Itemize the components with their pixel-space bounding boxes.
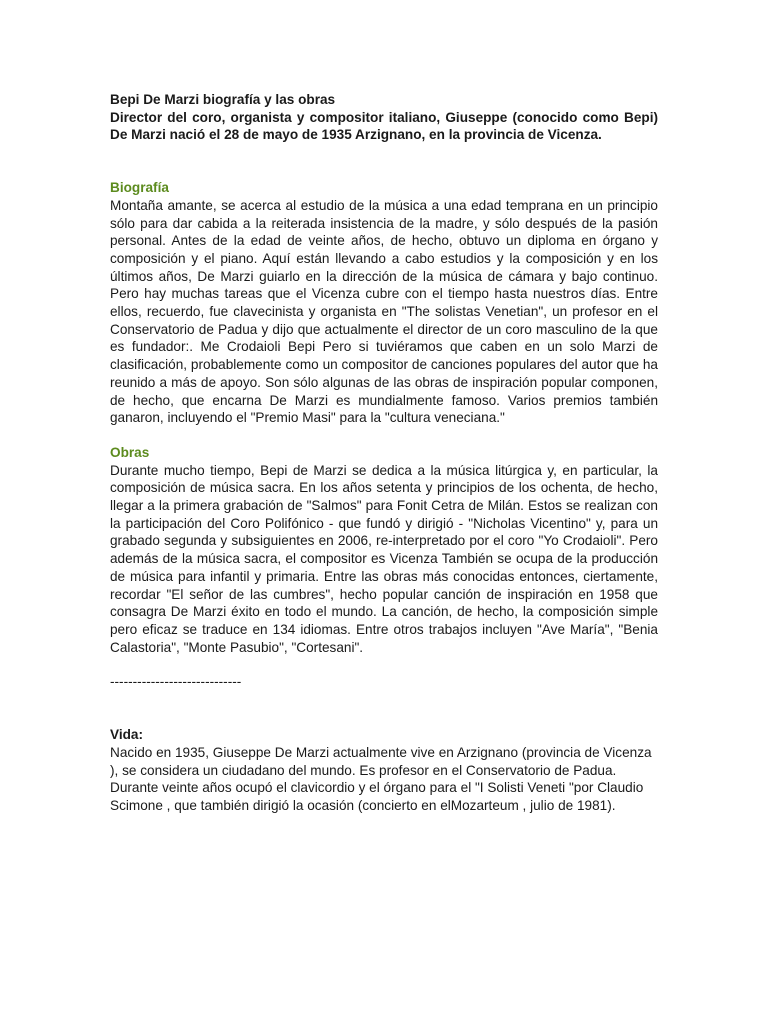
spacer: [110, 691, 658, 726]
vida-heading: Vida:: [110, 727, 143, 743]
vida-paragraph: Nacido en 1935, Giuseppe De Marzi actualmente vive en Arzignano (provincia de Vicenza ), se considera un ciudadano del mundo. Es profesor en el Conservatorio de Padua. Durante veinte años ocupó el clavicordio y el órgano para el "I Solisti Veneti "por Claudio Scimone , que también dirigió la ocasión (concierto en elMozarteum , julio de 1981).: [110, 744, 652, 813]
obras-heading: Obras: [110, 444, 150, 460]
separator-line: -----------------------------: [110, 674, 242, 690]
spacer: [110, 656, 658, 673]
biografia-heading: Biografía: [110, 180, 169, 196]
intro-paragraph: Director del coro, organista y compositor italiano, Giuseppe (conocido como Bepi) De Marzi nació el 28 de mayo de 1935 Arzignano, en la provincia de Vicenza.: [110, 109, 658, 143]
spacer: [110, 427, 658, 444]
document-title: Bepi De Marzi biografía y las obras: [110, 92, 336, 107]
document-body: [110, 91, 658, 815]
spacer: [110, 144, 658, 179]
obras-paragraph: Durante mucho tiempo, Bepi de Marzi se dedica a la música litúrgica y, en particular, la composición de música sacra. En los años setenta y principios de los ochenta, de hecho, llegar a la primera grabación de "Salmos" para Fonit Cetra de Milán. Estos se realizan con la participación del Coro Polifónico - que fundó y dirigió - "Nicholas Vicentino" y, para un grabado segunda y subsiguientes en 2006, re-interpretado por el coro "Yo Crodaioli". Pero además de la música sacra, el compositor es Vicenza También se ocupa de la producción de música para infantil y primaria. Entre las obras más conocidas entonces, ciertamente, recordar "El señor de las cumbres", hecho popular canción de inspiración en 1958 que consagra De Marzi éxito en todo el mundo. La canción, de hecho, la composición simple pero eficaz se traduce en 134 idiomas. Entre otros trabajos incluyen "Ave María", "Benia Calastoria", "Monte Pasubio", "Cortesani".: [110, 462, 658, 655]
biografia-paragraph: Montaña amante, se acerca al estudio de la música a una edad temprana en un principio sólo para dar cabida a la reiterada insistencia de la madre, y sólo después de la pasión personal. Antes de la edad de veinte años, de hecho, obtuvo un diploma en órgano y composición y el piano. Aquí están llevando a cabo estudios y la composición y en los últimos años, De Marzi guiarlo en la dirección de la música de cámara y bajo continuo. Pero hay muchas tareas que el Vicenza cubre con el tiempo hasta nuestros días. Entre ellos, recuerdo, fue clavecinista y organista en "The solistas Venetian", un profesor en el Conservatorio de Padua y dijo que actualmente el director de un coro masculino de la que es fundador:. Me Crodaioli Bepi Pero si tuviéramos que caben en un solo Marzi de clasificación, probablemente como un compositor de canciones populares del autor que ha reunido a más de apoyo. Son sólo algunas de las obras de inspiración popular componen, de hecho, que encarna De Marzi es mundialmente famoso. Varios premios también ganaron, incluyendo el "Premio Masi" para la "cultura veneciana.": [110, 197, 658, 426]
